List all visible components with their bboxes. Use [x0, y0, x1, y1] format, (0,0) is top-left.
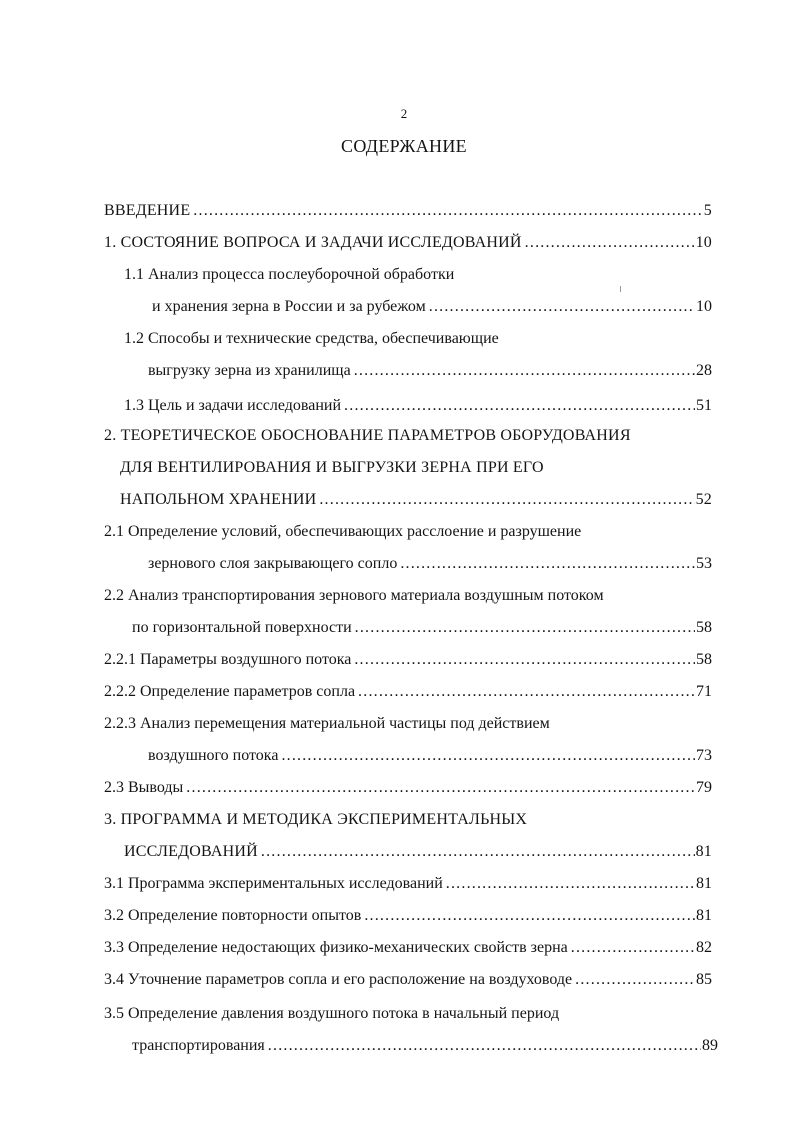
toc-entry-title: 3.2 Определение повторности опытов [104, 907, 362, 924]
toc-page-number: 81 [695, 843, 712, 860]
toc-entry-title: транспортирования [132, 1037, 265, 1054]
toc-leader-dots [571, 936, 695, 960]
toc-leader-dots [525, 231, 695, 255]
toc-page-number: 51 [696, 397, 712, 414]
toc-entry-title: 2.2.1 Параметры воздушного потока [104, 651, 352, 668]
toc-entry-title: 3.3 Определение недостающих физико-механических свойств зерна [104, 939, 568, 956]
toc-page-number: 71 [696, 683, 712, 700]
toc-entry-2-3 [104, 776, 712, 800]
toc-leader-dots [355, 616, 695, 640]
toc-entry-chapter-2 [120, 488, 712, 512]
toc-entry-chapter-2-line-1: 2. ТЕОРЕТИЧЕСКОЕ ОБОСНОВАНИЕ ПАРАМЕТРОВ ОБОРУДОВАНИЯ [104, 427, 631, 444]
toc-leader-dots [354, 648, 695, 672]
toc-entry-2-2-2 [104, 680, 712, 704]
toc-entry-title: зернового слоя закрывающего сопло [148, 555, 398, 572]
toc-entry-title: выгрузку зерна из хранилища [148, 362, 351, 379]
toc-entry-title: 1. СОСТОЯНИЕ ВОПРОСА И ЗАДАЧИ ИССЛЕДОВАНИЙ [104, 234, 522, 251]
toc-page-number: 53 [696, 555, 712, 572]
toc-page-number: 85 [696, 971, 712, 988]
toc-entry-chapter-2-line-2: ДЛЯ ВЕНТИЛИРОВАНИЯ И ВЫГРУЗКИ ЗЕРНА ПРИ ЕГО [120, 459, 544, 476]
toc-page-number: 82 [696, 939, 712, 956]
toc-entry-title: 3.4 Уточнение параметров сопла и его расположение на воздуховоде [104, 971, 573, 988]
toc-page-number: 79 [696, 779, 712, 796]
toc-leader-dots [344, 394, 695, 418]
toc-entry-chapter-1 [104, 231, 712, 255]
toc-entry-1-2-line-1: 1.2 Способы и технические средства, обеспечивающие [124, 330, 499, 347]
toc-entry-title: 1.3 Цель и задачи исследований [124, 397, 342, 414]
toc-entry-title: по горизонтальной поверхности [132, 619, 352, 636]
toc-entry-3-5 [132, 1034, 718, 1058]
toc-leader-dots [429, 295, 695, 319]
toc-entry-1-1-line-1: 1.1 Анализ процесса послеуборочной обработки [124, 266, 455, 283]
toc-entry-chapter-3 [124, 840, 712, 864]
toc-entry-title: ВВЕДЕНИЕ [104, 202, 191, 219]
toc-entry-introduction [104, 199, 712, 223]
toc-entry-2-2-1 [104, 648, 712, 672]
toc-page-number: 81 [696, 875, 712, 892]
toc-leader-dots [193, 199, 703, 223]
toc-entry-1-3 [124, 394, 712, 418]
toc-entry-1-2 [148, 359, 712, 383]
toc-entry-3-5-line-1: 3.5 Определение давления воздушного потока в начальный период [104, 1005, 560, 1022]
toc-entry-title: 3.1 Программа экспериментальных исследований [104, 875, 443, 892]
toc-entry-title: воздушного потока [148, 747, 279, 764]
toc-entry-3-3 [104, 936, 712, 960]
toc-page-number: 73 [696, 747, 712, 764]
toc-page-number: 10 [696, 298, 712, 315]
toc-page-number: 89 [702, 1037, 718, 1054]
page-title: СОДЕРЖАНИЕ [341, 136, 467, 156]
toc-entry-title: и хранения зерна в России и за рубежом [152, 298, 426, 315]
toc-page-number: 5 [703, 202, 712, 219]
toc-leader-dots [268, 1034, 701, 1058]
page-number: 2 [400, 106, 408, 121]
toc-entry-2-2-3 [148, 744, 712, 768]
toc-page-number: 10 [695, 234, 712, 251]
toc-entry-2-1-line-1: 2.1 Определение условий, обеспечивающих расслоение и разрушение [104, 523, 582, 540]
toc-entry-title: 2.2.2 Определение параметров сопла [104, 683, 356, 700]
toc-entry-2-2-3-line-1: 2.2.3 Анализ перемещения материальной частицы под действием [104, 715, 550, 732]
toc-entry-3-2 [104, 904, 712, 928]
toc-leader-dots [319, 488, 694, 512]
toc-entry-3-4 [104, 968, 712, 992]
toc-page-number: 58 [696, 651, 712, 668]
toc-page-number: 28 [696, 362, 712, 379]
toc-leader-dots [354, 359, 695, 383]
toc-page-number: 58 [696, 619, 712, 636]
toc-page-number: 52 [695, 491, 712, 508]
toc-entry-2-1 [148, 552, 712, 576]
toc-leader-dots [358, 680, 695, 704]
toc-leader-dots [575, 968, 695, 992]
toc-leader-dots [186, 776, 695, 800]
toc-entry-title: ИССЛЕДОВАНИЙ [124, 843, 258, 860]
toc-leader-dots [281, 744, 695, 768]
toc-entry-3-1 [104, 872, 712, 896]
toc-leader-dots [446, 872, 695, 896]
toc-entry-2-2-line-1: 2.2 Анализ транспортирования зернового материала воздушным потоком [104, 587, 604, 604]
toc-leader-dots [364, 904, 695, 928]
toc-entry-title: 2.3 Выводы [104, 779, 184, 796]
toc-leader-dots [400, 552, 695, 576]
toc-entry-title: НАПОЛЬНОМ ХРАНЕНИИ [120, 491, 317, 508]
toc-entry-1-1 [152, 295, 712, 319]
toc-entry-chapter-3-line-1: 3. ПРОГРАММА И МЕТОДИКА ЭКСПЕРИМЕНТАЛЬНЫХ [104, 811, 528, 828]
toc-leader-dots [261, 840, 695, 864]
toc-page-number: 81 [696, 907, 712, 924]
toc-entry-2-2 [132, 616, 712, 640]
